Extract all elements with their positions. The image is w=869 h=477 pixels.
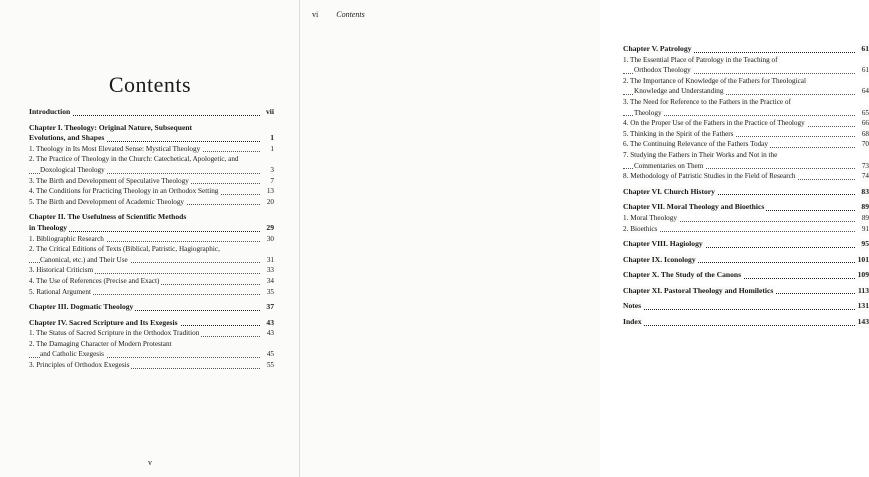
toc-page-number: 109	[857, 270, 869, 280]
toc-page-number: 33	[266, 266, 274, 275]
toc-chapter-entry	[29, 107, 274, 118]
toc-page-number: 30	[266, 234, 274, 243]
toc-page-number: 43	[266, 329, 274, 338]
toc-entry-title: 1. Theology in Its Most Elevated Sense: Mystical Theology	[29, 144, 201, 153]
toc-entry-title: 2. The Damaging Character of Modern Protestant	[29, 339, 172, 348]
toc-page-number: 20	[266, 197, 274, 206]
toc-page-number: 73	[861, 161, 869, 170]
toc-entry-title: 1. The Essential Place of Patrology in the Teaching of	[623, 55, 778, 64]
toc-page-number: 29	[266, 222, 274, 232]
toc-page-number: 7	[270, 176, 274, 185]
toc-section-entry	[623, 129, 869, 140]
toc-entry-title-continued: and Catholic Exegesis	[40, 350, 104, 359]
dot-leader	[623, 309, 855, 310]
toc-chapter-entry	[623, 255, 869, 266]
toc-entry-title: Chapter VIII. Hagiology	[623, 239, 703, 249]
toc-chapter-entry	[29, 123, 274, 144]
toc-page-number: 45	[266, 350, 274, 359]
toc-chapter-entry	[29, 212, 274, 233]
toc-section-entry	[623, 118, 869, 129]
toc-page-number: 95	[861, 239, 869, 249]
toc-chapter-entry	[623, 301, 869, 312]
toc-chapter-entry	[623, 44, 869, 55]
toc-entry-title: Chapter X. The Study of the Canons	[623, 270, 742, 280]
toc-entry-title: 6. The Continuing Relevance of the Fathers Today	[623, 140, 768, 149]
toc-page-number: 83	[861, 186, 869, 196]
toc-section-entry	[29, 287, 274, 298]
toc-section-entry	[623, 55, 869, 76]
toc-page-number: 43	[266, 317, 274, 327]
toc-chapter-entry	[623, 270, 869, 281]
toc-section-entry	[29, 328, 274, 339]
toc-page-number: 61	[861, 66, 869, 75]
toc-entry-title-continued: Theology	[634, 108, 662, 117]
toc-entry-title: 1. Moral Theology	[623, 213, 677, 222]
toc-section-entry	[29, 234, 274, 245]
toc-entry-title: 4. The Use of References (Precise and Exact)	[29, 276, 160, 285]
toc-section-entry	[29, 176, 274, 187]
toc-section-entry	[29, 265, 274, 276]
toc-section-entry	[623, 139, 869, 150]
toc-page-number: 89	[861, 213, 869, 222]
toc-entry-title: Chapter III. Dogmatic Theology	[29, 302, 134, 312]
page-number-right: vi	[312, 10, 319, 19]
toc-entry-title: Chapter V. Patrology	[623, 44, 692, 53]
toc-entry-title: 2. The Importance of Knowledge of the Fathers for Theological	[623, 76, 806, 85]
toc-page-number: 143	[857, 317, 869, 327]
dot-leader	[623, 325, 855, 326]
toc-entry-title-continued: Canonical, etc.) and Their Use	[40, 255, 128, 264]
toc-entry-title: 1. Bibliographic Research	[29, 234, 104, 243]
toc-section-entry	[29, 276, 274, 287]
toc-section-entry	[29, 360, 274, 371]
running-head	[312, 10, 365, 19]
toc-section-entry	[29, 186, 274, 197]
toc-entry-title-continued: Commentaries on Them	[634, 161, 704, 170]
toc-entry-title: 7. Studying the Fathers in Their Works and Not in the	[623, 150, 778, 159]
toc-entry-title: Index	[623, 317, 642, 327]
running-head-title: Contents	[336, 10, 365, 19]
right-toc	[623, 44, 869, 328]
toc-section-entry	[623, 213, 869, 224]
page-number-left: v	[148, 458, 152, 467]
toc-page-number: 55	[266, 361, 274, 370]
toc-page-number: 64	[861, 87, 869, 96]
toc-entry-title: Notes	[623, 301, 642, 311]
toc-chapter-entry	[623, 187, 869, 198]
left-page	[0, 0, 300, 477]
toc-section-entry	[623, 76, 869, 97]
toc-entry-title: 5. Rational Argument	[29, 287, 91, 296]
toc-entry-title: 4. On the Proper Use of the Fathers in the Practice of Theology	[623, 119, 805, 128]
left-toc	[29, 107, 274, 371]
toc-entry-title: Chapter I. Theology: Original Nature, Subsequent	[29, 122, 193, 132]
toc-entry-title: 3. Principles of Orthodox Exegesis	[29, 361, 130, 370]
toc-page-number: 74	[861, 172, 869, 181]
toc-entry-title: 3. The Birth and Development of Speculative Theology	[29, 176, 189, 185]
toc-entry-title: Chapter VII. Moral Theology and Bioethics	[623, 202, 765, 212]
toc-entry-title: 3. The Need for Reference to the Fathers in the Practice of	[623, 97, 791, 106]
toc-entry-title: 5. Thinking in the Spirit of the Fathers	[623, 129, 734, 138]
toc-entry-title: Introduction	[29, 107, 71, 116]
toc-page-number: 91	[861, 224, 869, 233]
toc-page-number: vii	[265, 107, 274, 116]
toc-page-number: 31	[266, 255, 274, 264]
toc-entry-title: Chapter VI. Church History	[623, 186, 715, 196]
toc-entry-title: 2. Bioethics	[623, 224, 658, 233]
toc-chapter-entry	[623, 202, 869, 213]
toc-entry-title-continued: Doxological Theology	[40, 165, 105, 174]
toc-page-number: 131	[857, 301, 869, 311]
toc-entry-title: 2. The Critical Editions of Texts (Biblical, Patristic, Hagiographic,	[29, 245, 220, 254]
toc-page-number: 3	[270, 165, 274, 174]
toc-entry-title: 3. Historical Criticism	[29, 266, 94, 275]
toc-page-number: 35	[266, 287, 274, 296]
toc-page-number: 89	[861, 202, 869, 212]
toc-section-entry	[29, 244, 274, 265]
toc-chapter-entry	[29, 302, 274, 313]
toc-entry-title-continued: Evolutions, and Shapes	[29, 133, 105, 143]
toc-section-entry	[623, 150, 869, 171]
toc-chapter-entry	[29, 318, 274, 329]
toc-page-number: 68	[861, 129, 869, 138]
toc-page-number: 1	[270, 133, 274, 143]
toc-entry-title: Chapter IX. Iconology	[623, 254, 696, 264]
toc-chapter-entry	[623, 286, 869, 297]
contents-title: Contents	[108, 72, 192, 97]
toc-entry-title: 4. The Conditions for Practicing Theology in an Orthodox Setting	[29, 187, 219, 196]
toc-page-number: 61	[861, 44, 869, 53]
toc-page-number: 70	[861, 140, 869, 149]
toc-entry-title: 8. Methodology of Patristic Studies in the Field of Research	[623, 172, 796, 181]
toc-entry-title-continued: Orthodox Theology	[634, 66, 691, 75]
toc-page-number: 13	[266, 187, 274, 196]
toc-entry-title-continued: Knowledge and Understanding	[634, 87, 724, 96]
toc-entry-title: 1. The Status of Sacred Scripture in the Orthodox Tradition	[29, 329, 200, 338]
toc-page-number: 65	[861, 108, 869, 117]
toc-page-number: 66	[861, 119, 869, 128]
toc-section-entry	[29, 197, 274, 208]
toc-page-number: 113	[858, 285, 869, 295]
toc-page-number: 1	[270, 144, 274, 153]
toc-entry-title: Chapter XI. Pastoral Theology and Homiletics	[623, 285, 774, 295]
toc-entry-title: 2. The Practice of Theology in the Church: Catechetical, Apologetic, and	[29, 155, 239, 164]
toc-page-number: 101	[857, 254, 869, 264]
toc-entry-title-continued: in Theology	[29, 222, 68, 232]
right-page	[300, 0, 869, 477]
toc-page-number: 34	[266, 276, 274, 285]
toc-section-entry	[29, 339, 274, 360]
toc-section-entry	[29, 154, 274, 175]
toc-entry-title: Chapter II. The Usefulness of Scientific Methods	[29, 212, 187, 222]
toc-page-number: 37	[266, 302, 274, 312]
toc-section-entry	[623, 171, 869, 182]
toc-section-entry	[623, 97, 869, 118]
toc-entry-title: 5. The Birth and Development of Academic Theology	[29, 197, 185, 206]
toc-section-entry	[623, 224, 869, 235]
toc-chapter-entry	[623, 317, 869, 328]
toc-section-entry	[29, 144, 274, 155]
toc-chapter-entry	[623, 239, 869, 250]
toc-entry-title: Chapter IV. Sacred Scripture and Its Exegesis	[29, 317, 178, 327]
